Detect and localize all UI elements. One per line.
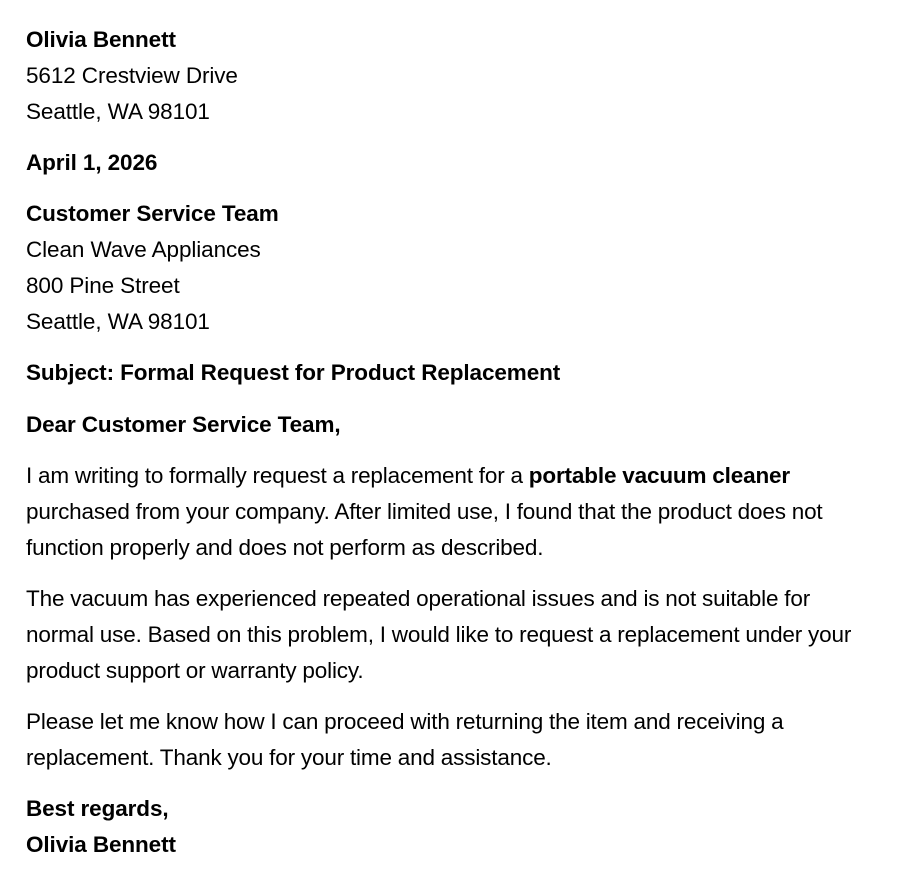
sender-street: 5612 Crestview Drive <box>26 63 238 88</box>
recipient-department: Customer Service Team <box>26 201 279 226</box>
salutation-line: Dear Customer Service Team, <box>26 412 341 437</box>
body-paragraph-1-part-1: I am writing to formally request a replacement for a <box>26 463 529 488</box>
body-paragraph-1-emphasis: portable vacuum cleaner <box>528 463 791 488</box>
body-paragraph-1 <box>26 458 866 566</box>
subject-line: Subject: Formal Request for Product Replacement <box>26 360 561 385</box>
salutation-block <box>26 407 866 443</box>
sender-address-block <box>26 22 866 130</box>
body-paragraph-2: The vacuum has experienced repeated operational issues and is not suitable for normal use. Based on this problem, I would like to request a replacement under your product support or warranty policy. <box>26 586 852 683</box>
closing-block <box>26 791 866 863</box>
sender-city-state-zip: Seattle, WA 98101 <box>26 99 210 124</box>
recipient-street: 800 Pine Street <box>26 273 180 298</box>
closing-signature-name: Olivia Bennett <box>26 832 176 857</box>
recipient-company: Clean Wave Appliances <box>26 237 261 262</box>
closing-valediction: Best regards, <box>26 796 169 821</box>
letter-date-block <box>26 145 866 181</box>
sender-name: Olivia Bennett <box>26 27 176 52</box>
recipient-address-block <box>26 196 866 340</box>
subject-block <box>26 355 866 391</box>
body-paragraph-1-part-2: purchased from your company. After limited use, I found that the product does not function properly and does not perform as described. <box>26 499 823 560</box>
letter-date: April 1, 2026 <box>26 150 158 175</box>
recipient-city-state-zip: Seattle, WA 98101 <box>26 309 210 334</box>
body-paragraph-3: Please let me know how I can proceed with returning the item and receiving a replacement. Thank you for your time and assistance. <box>26 709 784 770</box>
